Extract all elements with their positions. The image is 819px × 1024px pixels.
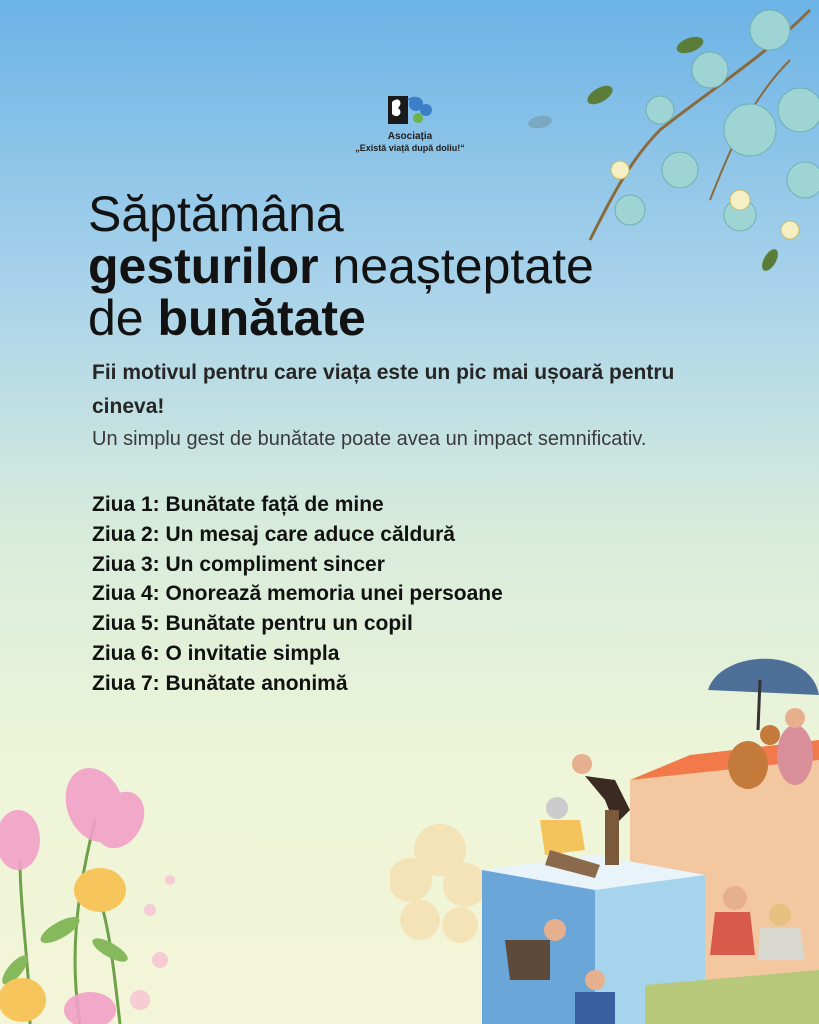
tagline: Fii motivul pentru care viața este un pic mai ușoară pentru cineva!	[92, 361, 675, 418]
day-item: Ziua 7: Bunătate anonimă	[92, 671, 348, 695]
association-logo	[340, 92, 480, 153]
title-line3-prefix: de	[88, 290, 158, 346]
subline: Un simplu gest de bunătate poate avea un impact semnificativ.	[92, 428, 647, 450]
title-line3-bold: bunătate	[157, 290, 366, 346]
pink-flowers-icon	[0, 760, 190, 1024]
day-item: Ziua 4: Onorează memoria unei persoane	[92, 582, 503, 606]
day-item: Ziua 2: Un mesaj care aduce căldură	[92, 522, 455, 546]
logo-line2: „Există viață după doliu!“	[355, 143, 465, 153]
title-line1: Săptămâna	[88, 186, 344, 242]
people-helping-on-steps-icon	[390, 650, 819, 1024]
day-item: Ziua 1: Bunătate față de mine	[92, 493, 384, 516]
title-line2-bold: gesturilor	[88, 238, 319, 294]
day-item: Ziua 3: Un compliment sincer	[92, 552, 385, 576]
page-title	[88, 188, 708, 344]
title-line2	[88, 240, 708, 292]
butterfly-leaf-icon	[386, 92, 434, 128]
title-line2-rest: neașteptate	[318, 238, 594, 294]
title-line3	[88, 292, 708, 344]
day-item: Ziua 5: Bunătate pentru un copil	[92, 612, 413, 636]
logo-line1: Asociația	[387, 131, 433, 142]
day-item: Ziua 6: O invitatie simpla	[92, 641, 340, 665]
